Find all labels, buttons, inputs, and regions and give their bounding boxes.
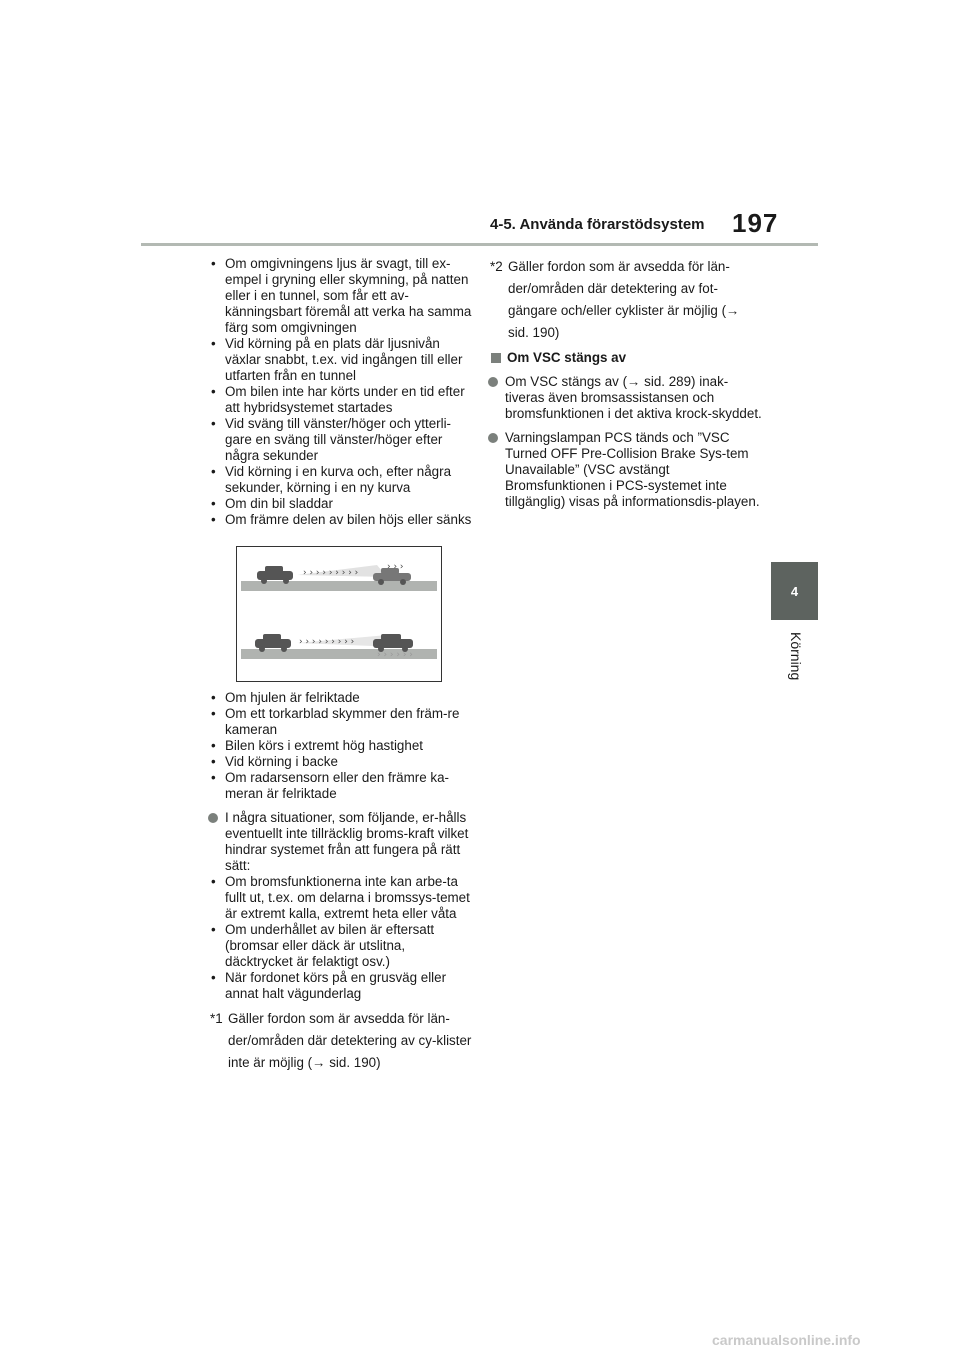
braking-force-note: I några situationer, som följande, er-hålls eventuellt inte tillräcklig broms-kraft vilket hindrar systemet från att fungera på rätt sätt: [208, 810, 472, 874]
section-header: 4-5. Använda förarstödsystem [490, 216, 705, 233]
list-item: • Vid körning i backe [210, 754, 472, 770]
list-item: • Om radarsensorn eller den främre ka-meran är felriktade [210, 770, 472, 802]
list-item: • Om omgivningens ljus är svagt, till ex-empel i gryning eller skymning, på natten eller i en tunnel, som får ett av-känningsbart föremål att verka ha samma färg som omgivningen [210, 256, 472, 336]
list-item: • När fordonet körs på en grusväg eller annat halt vägunderlag [210, 970, 472, 1002]
list-item: • Vid körning på en plats där ljusnivån växlar snabbt, t.ex. vid ingången till eller utfarten från en tunnel [210, 336, 472, 384]
list-item: • Om underhållet av bilen är eftersatt (bromsar eller däck är utslitna, däcktrycket är felaktigt osv.) [210, 922, 472, 970]
vsc-item: Varningslampan PCS tänds och ”VSC Turned OFF Pre-Collision Brake Sys-tem Unavailable” (VSC avstängt Bromsfunktionen i PCS-systemet inte tillgänglig) visas på informationsdis-playen. [488, 430, 762, 510]
list-item: • Bilen körs i extremt hög hastighet [210, 738, 472, 754]
footnote-text: Gäller fordon som är avsedda för län-der/områden där detektering av cy-klister inte är möjlig (→ sid. 190) [228, 1011, 472, 1070]
svg-text:› › › › › ›: › › › › › › [377, 650, 413, 660]
chapter-label: Körning [788, 632, 804, 681]
section-title: Om VSC stängs av [490, 350, 762, 366]
list-item: • Om främre delen av bilen höjs eller sänks [210, 512, 472, 528]
cars-radar-illustration [237, 547, 441, 681]
conditions-list-1 [210, 256, 472, 528]
left-column [210, 256, 472, 1074]
list-item: • Vid körning i en kurva och, efter några sekunder, körning i en ny kurva [210, 464, 472, 496]
vsc-item: Om VSC stängs av (→ sid. 289) inak-tiveras även bromsassistansen och bromsfunktionen i det aktiva krock-skyddet. [488, 374, 762, 422]
watermark: carmanualsonline.info [712, 1332, 861, 1348]
list-item: • Om bilen inte har körts under en tid efter att hybridsystemet startades [210, 384, 472, 416]
footnote-mark: *1 [210, 1011, 223, 1026]
chapter-tab[interactable]: 4 [771, 562, 818, 620]
svg-text:› › › › › › › › ›: › › › › › › › › › [303, 568, 359, 578]
list-item: • Om ett torkarblad skymmer den främ-re kameran [210, 706, 472, 738]
svg-text:› › ›: › › › [387, 562, 404, 572]
conditions-list-2 [210, 690, 472, 802]
footnote-2 [490, 256, 762, 344]
list-item: • Om hjulen är felriktade [210, 690, 472, 706]
footnote-mark: *2 [490, 259, 503, 274]
vehicle-illustration [236, 546, 442, 682]
conditions-list-3 [210, 874, 472, 1002]
footnote-1 [210, 1008, 472, 1074]
list-item: • Vid sväng till vänster/höger och ytterli-gare en sväng till vänster/höger efter några sekunder [210, 416, 472, 464]
header-rule [141, 243, 818, 246]
list-item: • Om bromsfunktionerna inte kan arbe-ta fullt ut, t.ex. om delarna i bromssys-temet är extremt kalla, extremt heta eller våta [210, 874, 472, 922]
page-number: 197 [732, 208, 779, 238]
footnote-text: Gäller fordon som är avsedda för län-der/områden där detektering av fot-gängare och/eller cyklister är möjlig (→ sid. 190) [508, 259, 740, 340]
svg-text:› › › › › › › › ›: › › › › › › › › › [299, 637, 355, 647]
right-column [490, 256, 762, 510]
list-item: • Om din bil sladdar [210, 496, 472, 512]
